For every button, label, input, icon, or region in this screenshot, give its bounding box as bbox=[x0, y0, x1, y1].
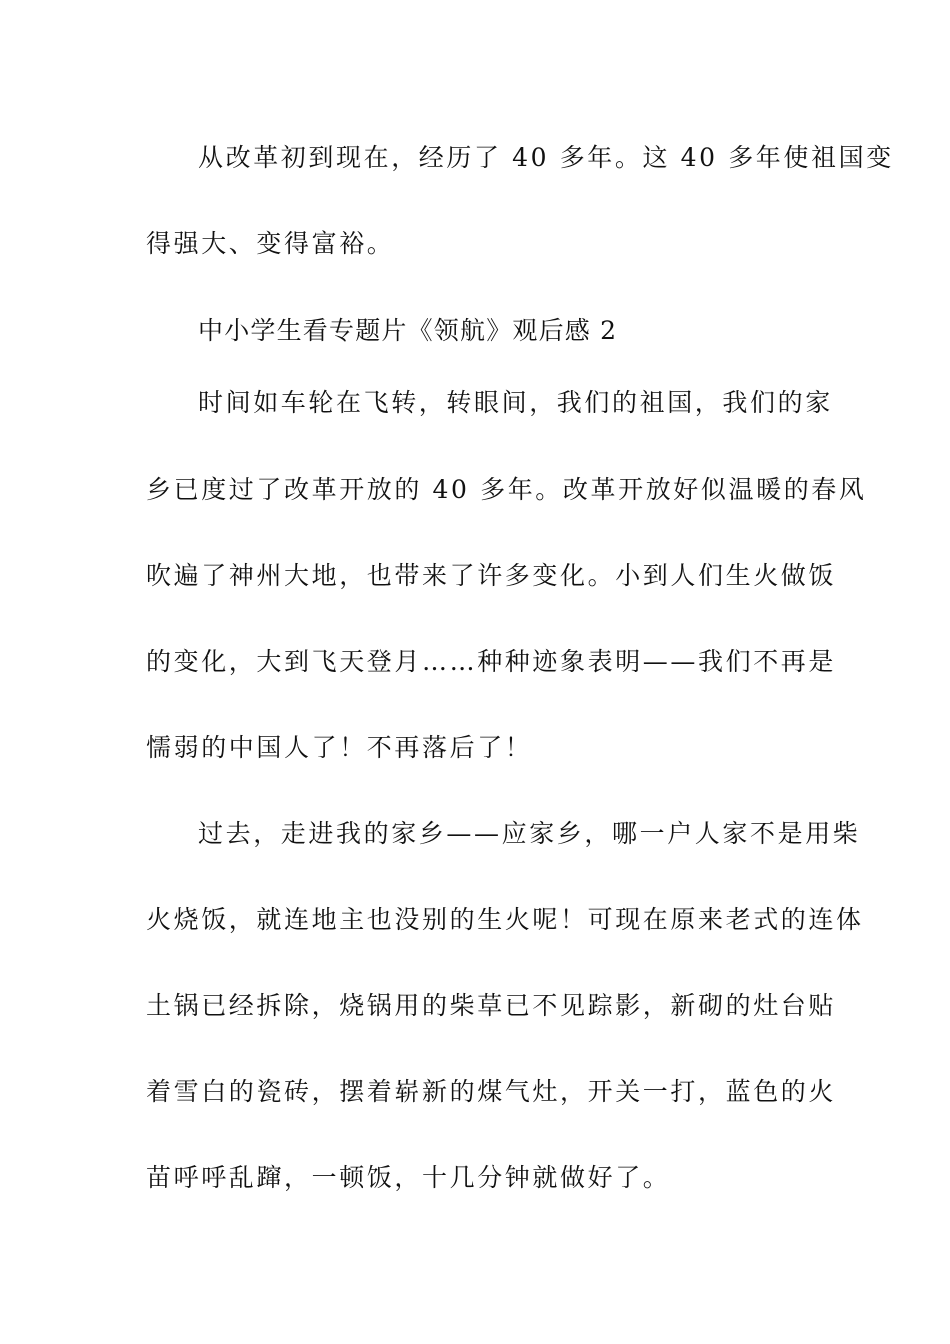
paragraph-3-line-4: 着雪白的瓷砖，摆着崭新的煤气灶，开关一打，蓝色的火 bbox=[146, 1077, 837, 1106]
paragraph-2-line-2: 乡已度过了改革开放的 40 多年。改革开放好似温暖的春风 bbox=[146, 475, 867, 504]
paragraph-1-line-2: 得强大、变得富裕。 bbox=[146, 229, 395, 258]
paragraph-2-line-4: 的变化，大到飞天登月……种种迹象表明——我们不再是 bbox=[146, 647, 837, 676]
paragraph-3-line-3: 土锅已经拆除，烧锅用的柴草已不见踪影，新砌的灶台贴 bbox=[146, 991, 837, 1020]
paragraph-3-line-1: 过去，走进我的家乡——应家乡，哪一户人家不是用柴 bbox=[198, 819, 861, 848]
paragraph-3-line-5: 苗呼呼乱蹿，一顿饭，十几分钟就做好了。 bbox=[146, 1163, 671, 1192]
paragraph-2-line-1: 时间如车轮在飞转，转眼间，我们的祖国，我们的家 bbox=[198, 388, 833, 417]
paragraph-1-line-1: 从改革初到现在，经历了 40 多年。这 40 多年使祖国变 bbox=[198, 143, 894, 172]
paragraph-2-line-3: 吹遍了神州大地，也带来了许多变化。小到人们生火做饭 bbox=[146, 561, 837, 590]
paragraph-2-line-5: 懦弱的中国人了！不再落后了！ bbox=[146, 733, 533, 762]
paragraph-3-line-2: 火烧饭，就连地主也没别的生火呢！可现在原来老式的连体 bbox=[146, 905, 864, 934]
section-heading: 中小学生看专题片《领航》观后感 2 bbox=[198, 316, 618, 345]
